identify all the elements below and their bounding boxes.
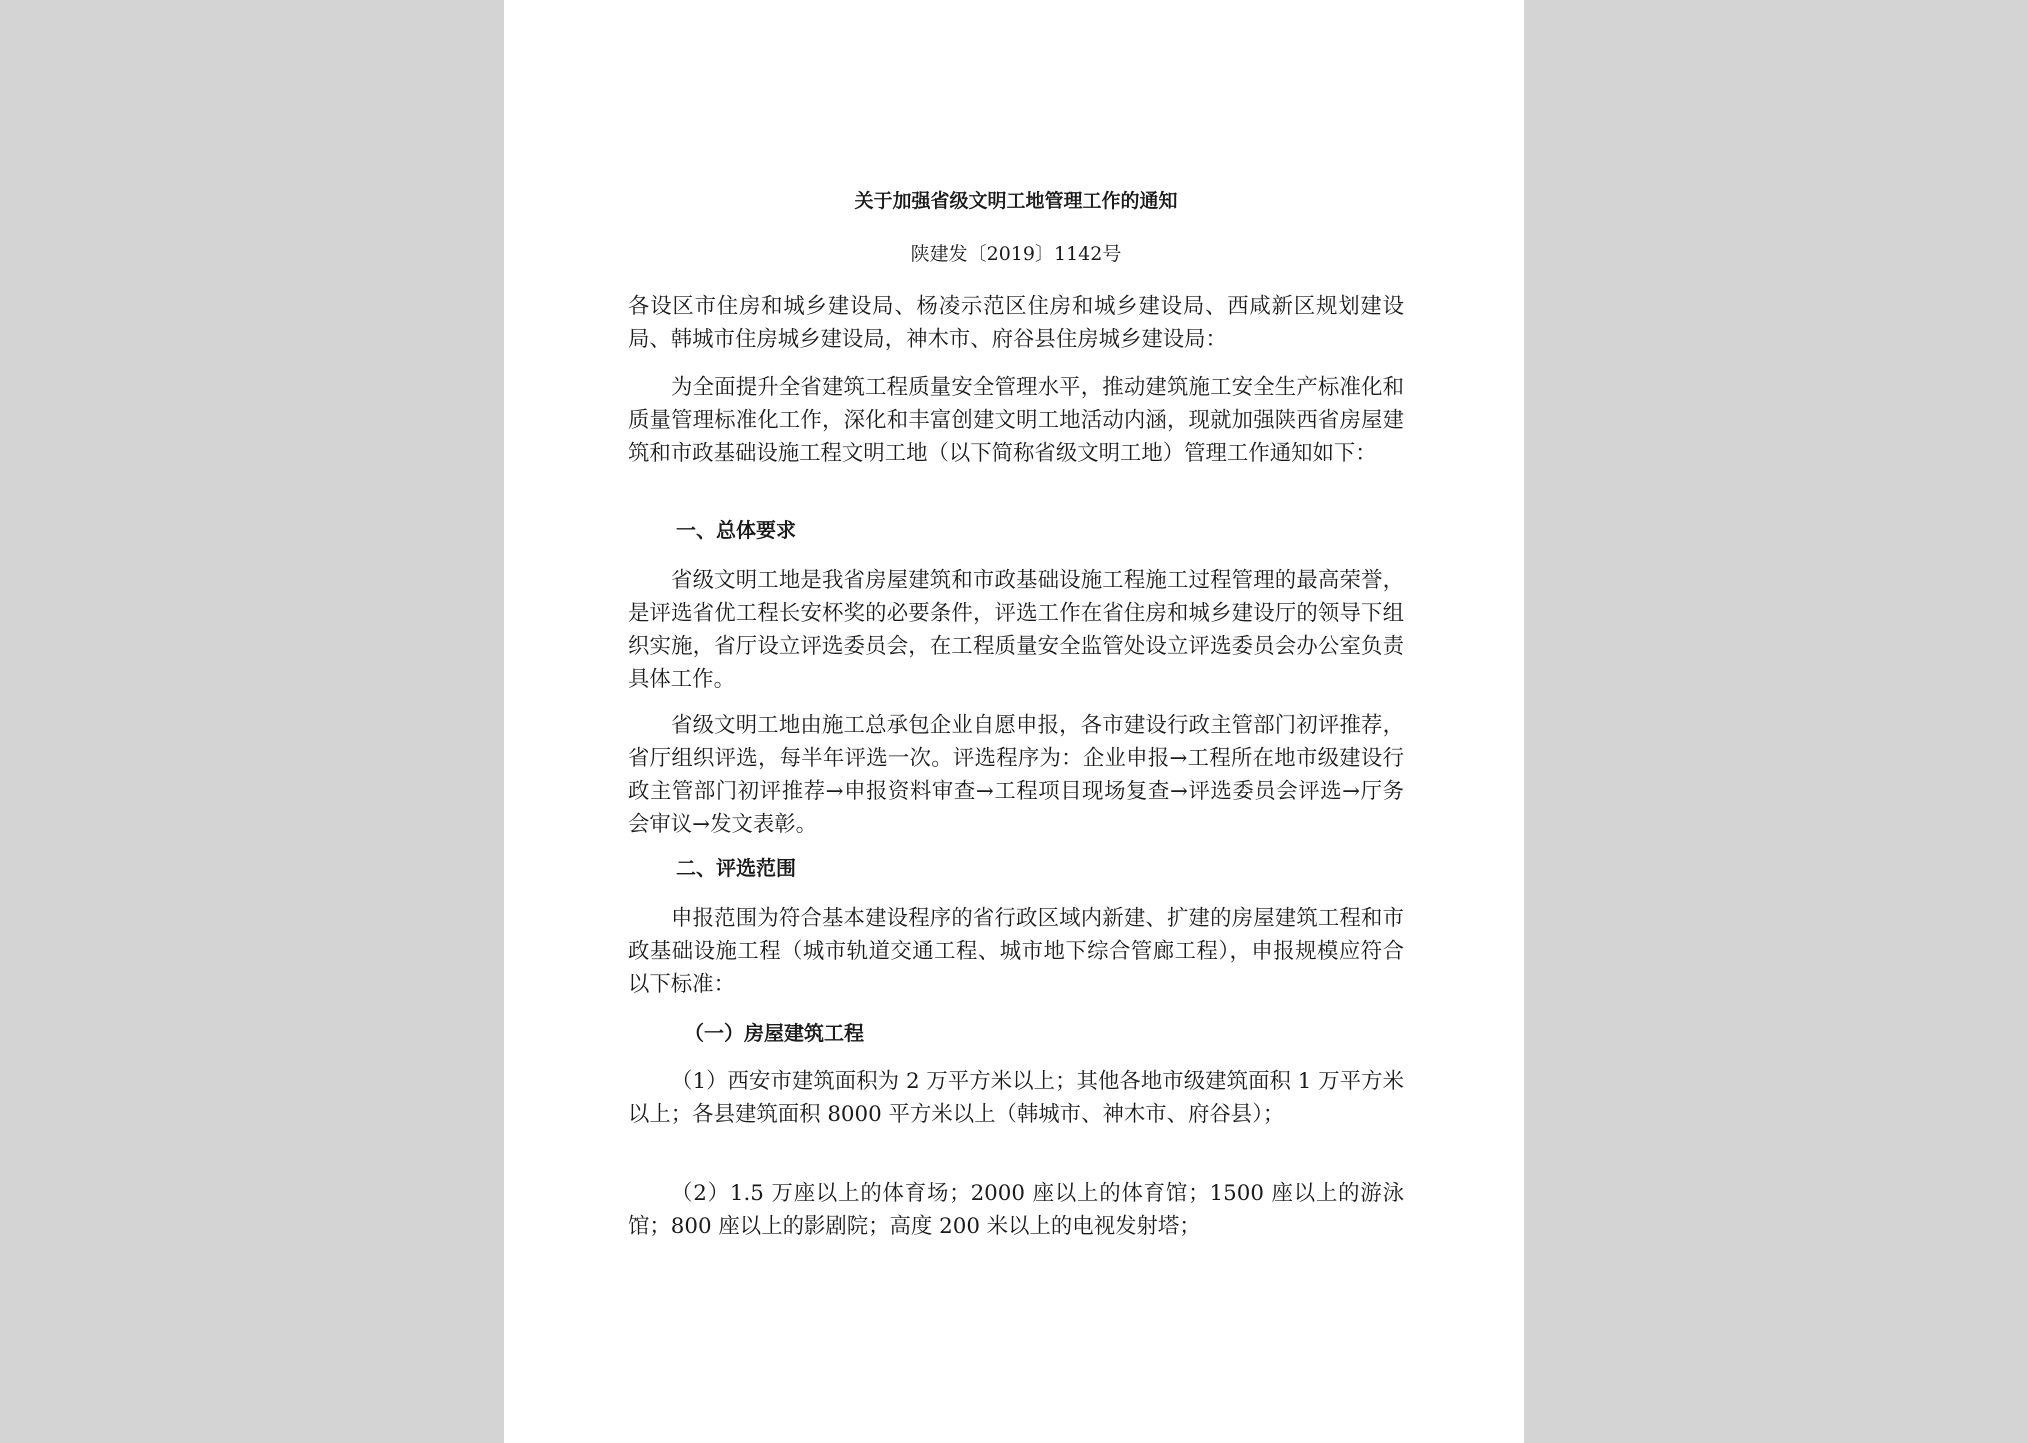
section-1-paragraph-1: 省级文明工地是我省房屋建筑和市政基础设施工程施工过程管理的最高荣誉，是评选省优工程长安杯奖的必要条件，评选工作在省住房和城乡建设厅的领导下组织实施，省厅设立评选委员会，在工程质量安全监管处设立评选委员会办公室负责具体工作。 [628,568,1404,692]
subsection-1-heading: （一）房屋建筑工程 [684,1021,864,1045]
section-2-paragraph-1: 申报范围为符合基本建设程序的省行政区域内新建、扩建的房屋建筑工程和市政基础设施工程（城市轨道交通工程、城市地下综合管廊工程），申报规模应符合以下标准： [628,906,1404,997]
list-item-2: （2）1.5 万座以上的体育场；2000 座以上的体育馆；1500 座以上的游泳馆；800 座以上的影剧院；高度 200 米以上的电视发射塔； [628,1181,1404,1239]
intro-paragraph: 为全面提升全省建筑工程质量安全管理水平，推动建筑施工安全生产标准化和质量管理标准化工作，深化和丰富创建文明工地活动内涵，现就加强陕西省房屋建筑和市政基础设施工程文明工地（以下简称省级文明工地）管理工作通知如下： [628,375,1404,466]
document-number: 陕建发〔2019〕1142号 [910,243,1122,265]
section-2-heading: 二、评选范围 [676,856,796,880]
section-1-heading: 一、总体要求 [676,518,796,542]
addressee-paragraph: 各设区市住房和城乡建设局、杨凌示范区住房和城乡建设局、西咸新区规划建设局、韩城市住房城乡建设局，神木市、府谷县住房城乡建设局： [628,294,1404,352]
document-title: 关于加强省级文明工地管理工作的通知 [854,190,1178,212]
section-1-paragraph-2: 省级文明工地由施工总承包企业自愿申报，各市建设行政主管部门初评推荐，省厅组织评选，每半年评选一次。评选程序为：企业申报→工程所在地市级建设行政主管部门初评推荐→申报资料审查→工程项目现场复查→评选委员会评选→厅务会审议→发文表彰。 [628,713,1404,837]
list-item-1: （1）西安市建筑面积为 2 万平方米以上；其他各地市级建筑面积 1 万平方米以上；各县建筑面积 8000 平方米以上（韩城市、神木市、府谷县）； [628,1069,1404,1127]
document-page [504,0,1524,1443]
